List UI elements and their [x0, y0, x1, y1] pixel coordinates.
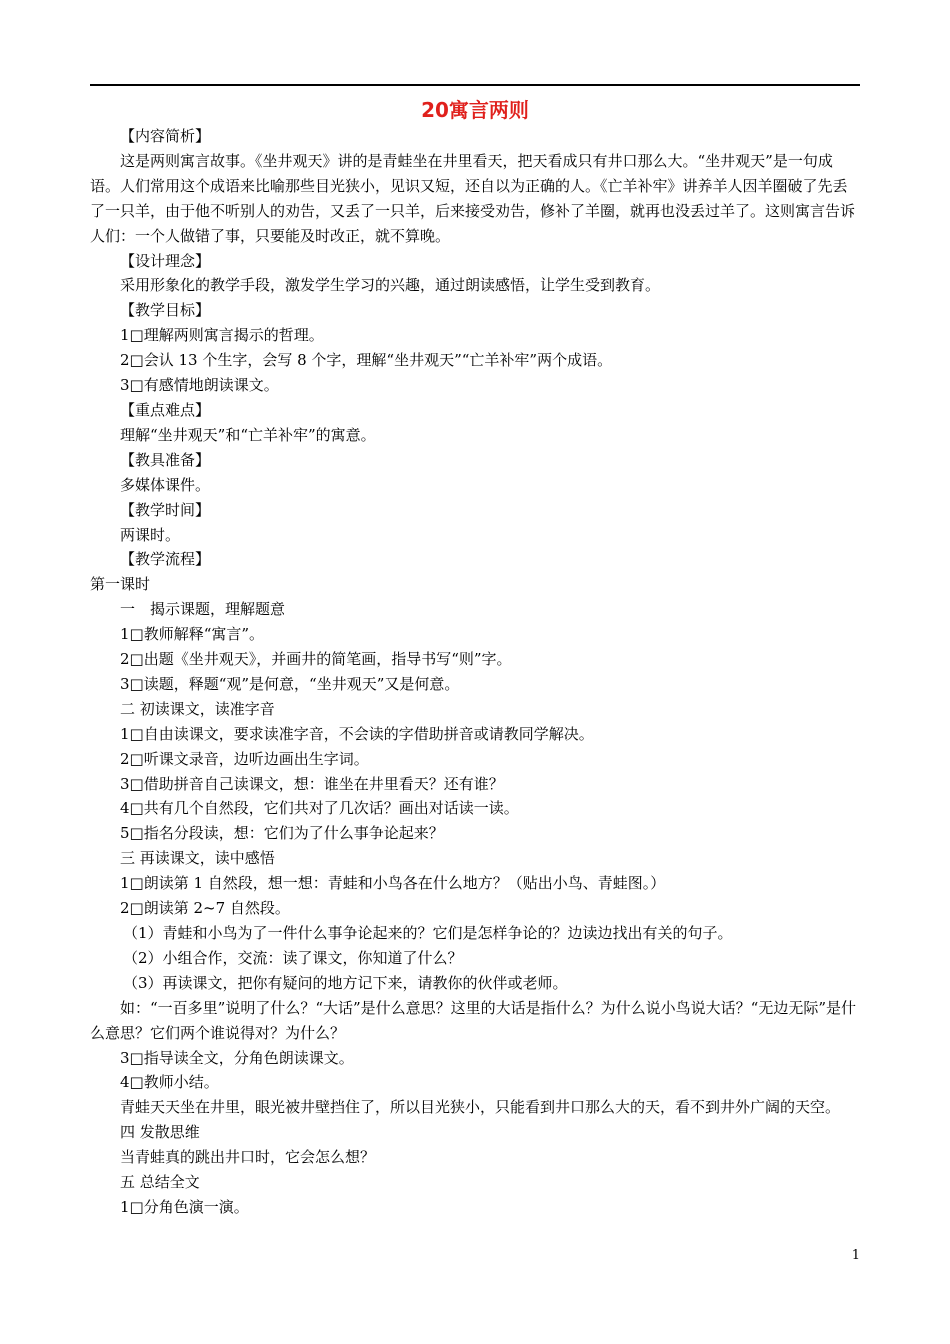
step-heading: 一 揭示课题，理解题意 [120, 600, 286, 619]
section-heading: 【教学时间】 [120, 500, 211, 519]
list-item: 1□理解两则寓言揭示的哲理。 [120, 326, 324, 345]
list-item: 4□共有几个自然段，它们共对了几次话？画出对话读一读。 [120, 799, 519, 818]
list-item: 3□有感情地朗读课文。 [120, 376, 279, 395]
lesson-heading: 第一课时 [90, 575, 151, 594]
step-heading: 二 初读课文，读准字音 [120, 699, 275, 718]
paragraph: 如：“一百多里”说明了什么？“大话”是什么意思？这里的大话是指什么？为什么说小鸟说大话？“无边无际”是什么意思？它们两个谁说得对？为什么？ [90, 998, 857, 1042]
text-line: 多媒体课件。 [120, 475, 211, 494]
section-heading: 【重点难点】 [120, 400, 211, 419]
sub-list-item: （1）青蛙和小鸟为了一件什么事争论起来的？它们是怎样争论的？边读边找出有关的句子。 [123, 924, 733, 942]
document-body [90, 124, 860, 1220]
list-item: 5□指名分段读，想：它们为了什么事争论起来？ [120, 824, 444, 843]
paragraph: 这是两则寓言故事。《坐井观天》讲的是青蛙坐在井里看天，把天看成只有井口那么大。“坐井观天”是一句成语。人们常用这个成语来比喻那些目光狭小，见识又短，还自以为正确的人。《亡羊补牢》讲养羊人因羊圈破了先丢了一只羊，由于他不听别人的劝告，又丢了一只羊，后来接受劝告，修补了羊圈，就再也没丢过羊了。这则寓言告诉人们：一个人做错了事，只要能及时改正，就不算晚。 [90, 151, 856, 245]
document-title: 20寓言两则 [421, 98, 529, 122]
list-item: 2□会认 13 个生字，会写 8 个字，理解“坐井观天”“亡羊补牢”两个成语。 [120, 351, 613, 370]
list-item: 1□自由读课文，要求读准字音，不会读的字借助拼音或请教同学解决。 [120, 724, 594, 743]
header-rule [90, 84, 860, 86]
list-item: 2□朗读第 2~7 自然段。 [120, 899, 290, 918]
list-item: 4□教师小结。 [120, 1073, 219, 1092]
paragraph: 青蛙天天坐在井里，眼光被井壁挡住了，所以目光狭小，只能看到井口那么大的天，看不到井外广阔的天空。 [120, 1098, 841, 1117]
text-line: 理解“坐井观天”和“亡羊补牢”的寓意。 [120, 425, 376, 444]
text-line: 当青蛙真的跳出井口时，它会怎么想？ [120, 1148, 376, 1167]
page-number: 1 [851, 1248, 860, 1263]
list-item: 1□分角色演一演。 [120, 1197, 249, 1216]
step-heading: 四 发散思维 [120, 1123, 200, 1142]
list-item: 3□借助拼音自己读课文，想：谁坐在井里看天？还有谁？ [120, 774, 504, 793]
sub-list-item: （3）再读课文，把你有疑问的地方记下来，请教你的伙伴或老师。 [123, 973, 568, 992]
text-line: 采用形象化的教学手段，激发学生学习的兴趣，通过朗读感悟，让学生受到教育。 [120, 276, 661, 295]
text-line: 两课时。 [120, 525, 181, 544]
sub-list-item: （2）小组合作，交流：读了课文，你知道了什么？ [123, 948, 463, 967]
list-item: 3□读题，释题“观”是何意，“坐井观天”又是何意。 [120, 674, 460, 693]
list-item: 2□听课文录音，边听边画出生字词。 [120, 749, 369, 768]
list-item: 1□朗读第 1 自然段，想一想：青蛙和小鸟各在什么地方？（贴出小鸟、青蛙图。） [120, 874, 666, 893]
list-item: 1□教师解释“寓言”。 [120, 625, 265, 644]
list-item: 2□出题《坐井观天》，并画井的简笔画，指导书写“则”字。 [120, 650, 512, 669]
section-heading: 【设计理念】 [120, 251, 211, 270]
step-heading: 三 再读课文，读中感悟 [120, 849, 275, 868]
list-item: 3□指导读全文，分角色朗读课文。 [120, 1048, 354, 1067]
section-heading: 【教学流程】 [120, 550, 211, 569]
step-heading: 五 总结全文 [120, 1173, 200, 1192]
section-heading: 【教具准备】 [120, 450, 211, 469]
section-heading: 【教学目标】 [120, 301, 211, 320]
section-heading: 【内容简析】 [120, 127, 211, 145]
